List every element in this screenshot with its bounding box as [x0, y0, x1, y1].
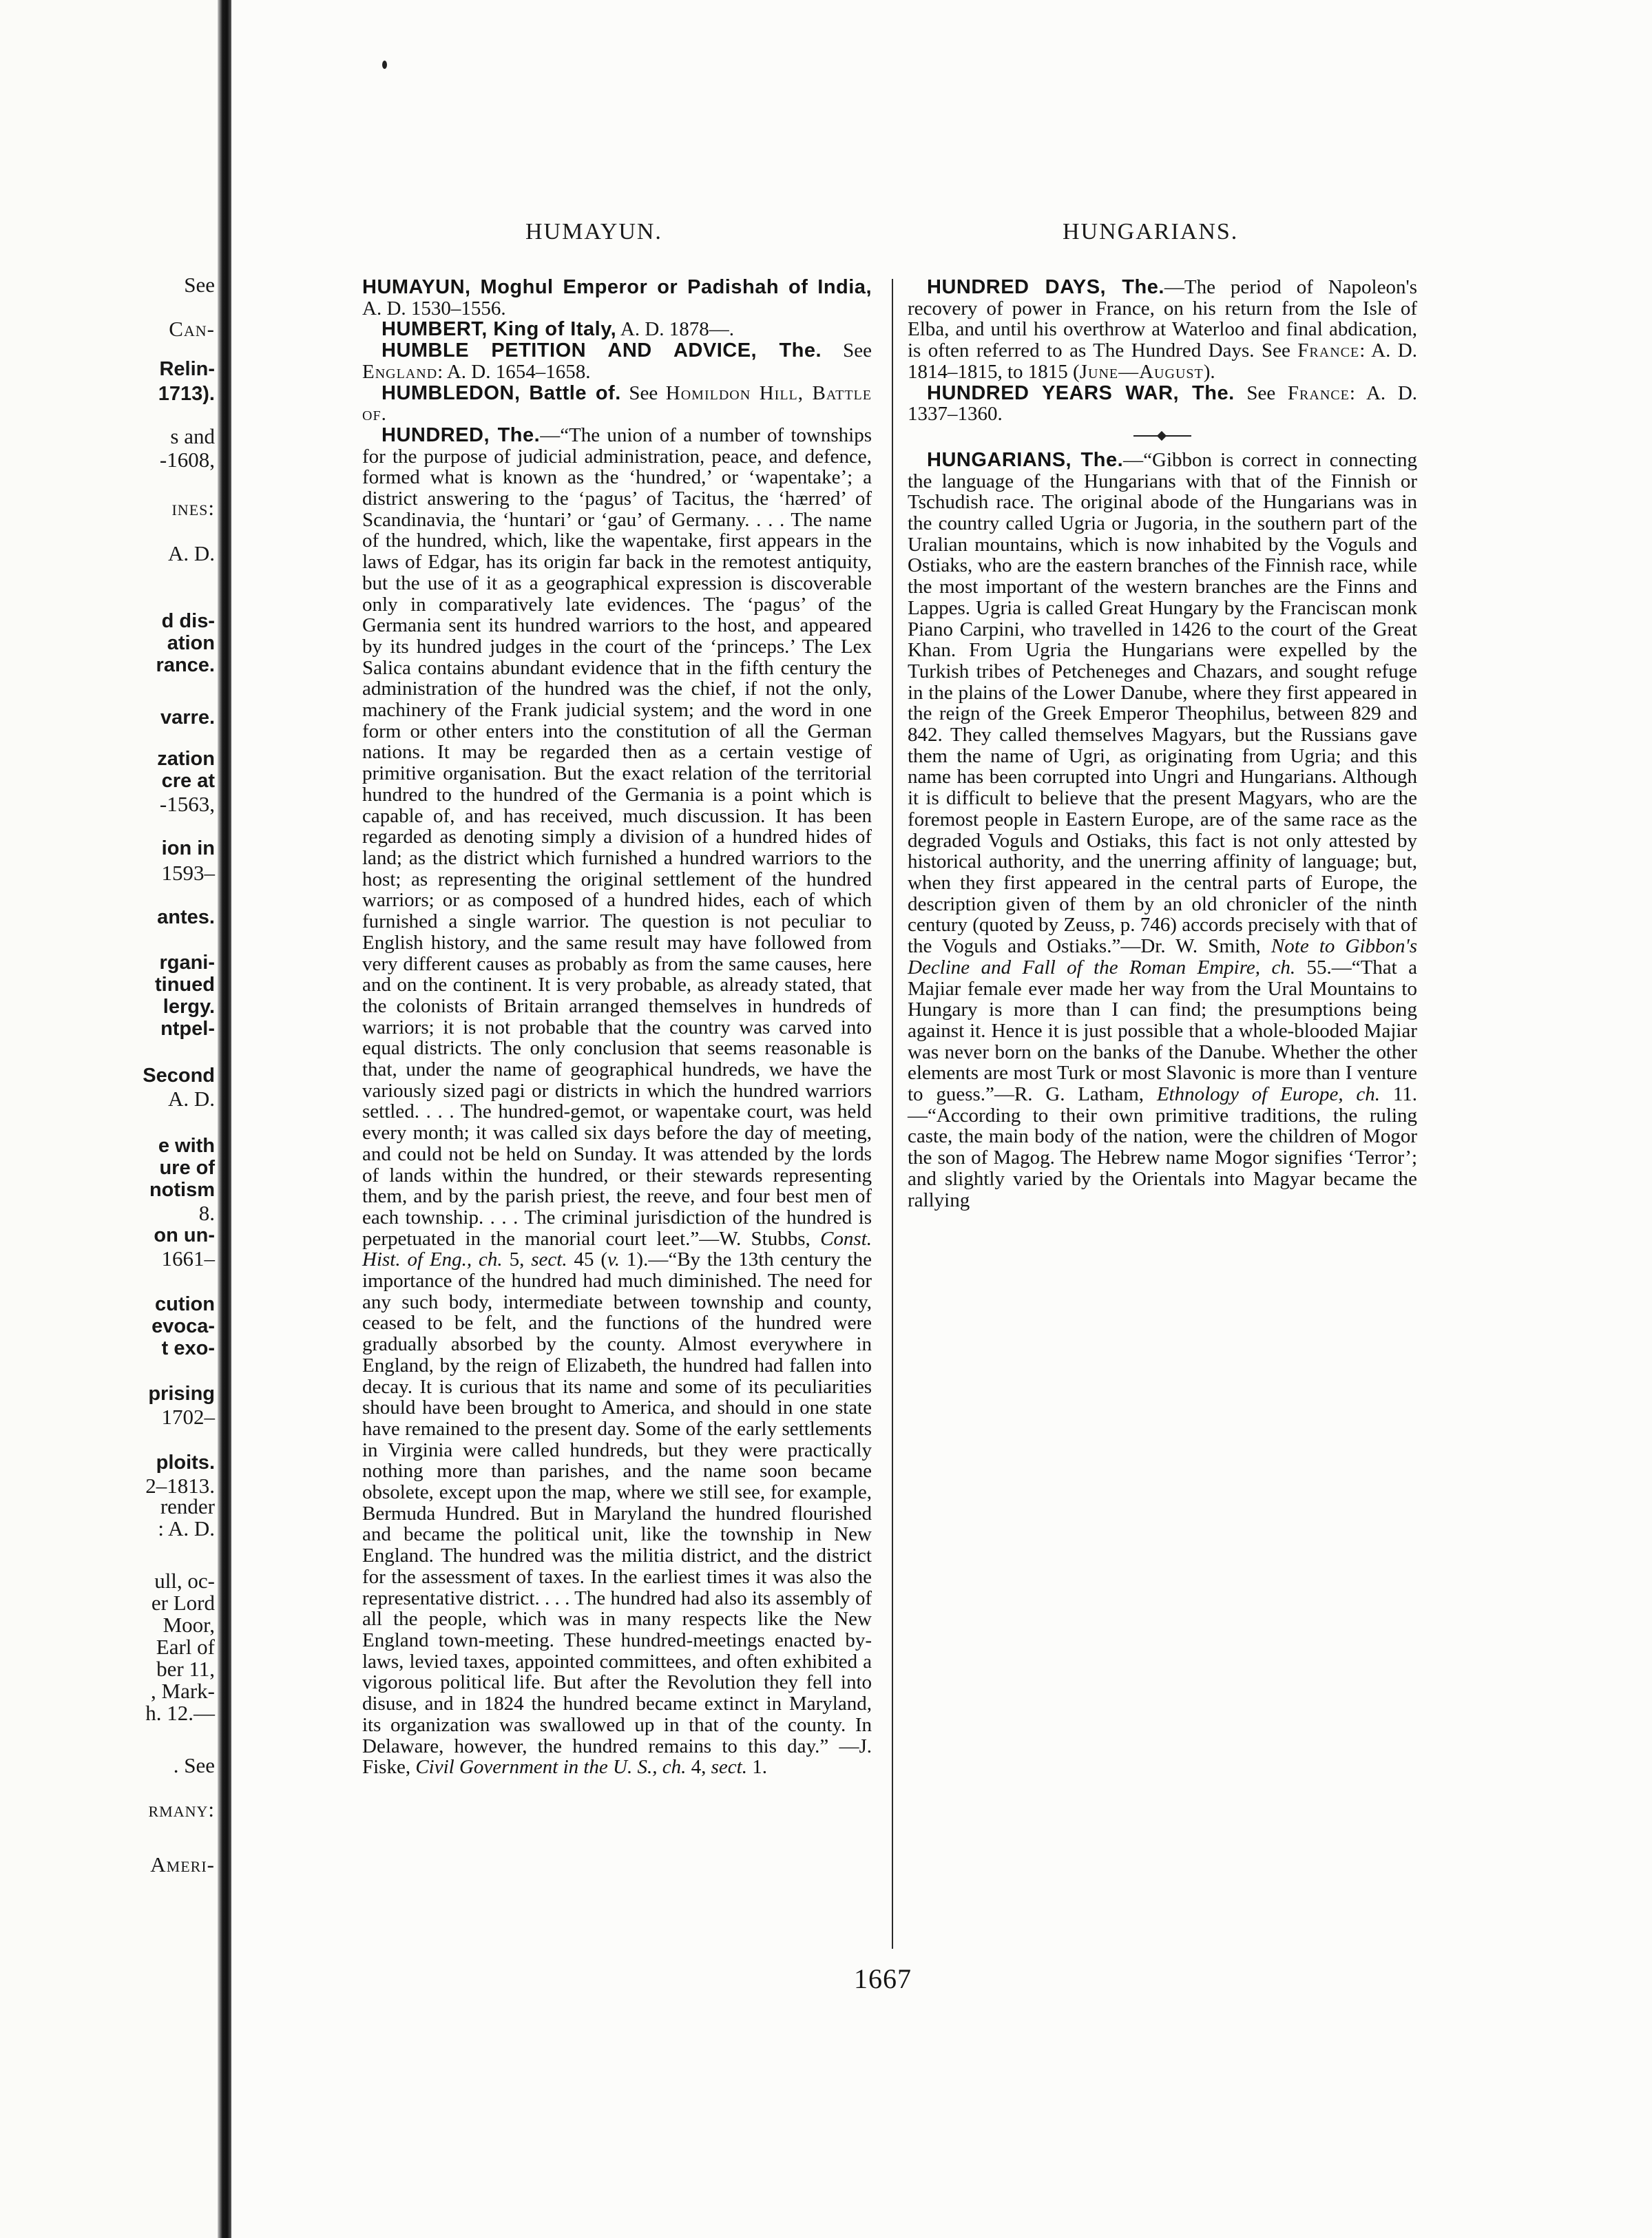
running-head-left: HUMAYUN. [525, 219, 662, 244]
margin-fragment: , Mark- [151, 1679, 215, 1703]
cross-reference: Homildon Hill, Battle of. [362, 381, 872, 426]
margin-fragment: s and [170, 424, 215, 448]
margin-fragment: rgani- [159, 952, 215, 974]
margin-fragment: er Lord [151, 1591, 215, 1615]
ornament-divider [1133, 432, 1191, 440]
entry-humble-petition: HUMBLE PETITION AND ADVICE, The. See England: A. D. 1654–1658. [362, 339, 872, 383]
entry-hundred: HUNDRED, The.—“The union of a number of townships for the purpose of judicial administration, peace, and defence, formed what is known as the ‘hundred,’ or ‘wapentake’; a district answering to the ‘pagus’ of Tacitus, the ‘hærred’ of Scandinavia, the ‘huntari’ or ‘gau’ of Germany. . . . The name of the hundred, which, like the wapentake, first appears in the laws of Edgar, has its origin far back in the remotest antiquity, but the use of it as a geographical expression is discoverable only in comparatively late evidences. The ‘pagus’ of the Germania sent its hundred warriors to the host, and appeared by its hundred judges in the court of the ‘princeps.’ The Lex Salica contains abundant evidence that in the fifth century the administration of the hundred was the chief, if not the only, machinery of the Frank judicial system; and the word in one form or other enters into the constitution of all the German nations. It may be regarded then as a certain vestige of primitive organisation. But the exact relation of the territorial hundred to the hundred of the Germania is a point which is capable of, and has received, much discussion. It has been regarded as denoting simply a division of a hundred hides of land; as the district which furnished a hundred warriors to the host; as representing the original settlement of the hundred warriors; or as composed of a hundred hides, each of which furnished a single warrior. The question is not peculiar to English history, and the same result may have followed from very different causes as probably as from the same causes, here and on the continent. It is very probable, as already stated, that the colonists of Britain arranged themselves in hundreds of warriors; it is not probable that the country was carved into equal districts. The only conclusion that seems reasonable is that, under the name of geographical hundreds, we have the variously sized pagi or districts in which the hundred warriors settled. . . . The hundred-gemot, or wapentake court, was held every month; it was called six days before the day of meeting, and could not be held on Sunday. It was attended by the lords of lands within the hundred, or their stewards representing them, and by the parish priest, the reeve, and four best men of each township. . . . The criminal jurisdiction of the hundred is perpetuated in the manorial court leet.”—W. Stubbs, Const. Hist. of Eng., ch. 5, sect. 45 (v. 1).—“By the 13th century the importance of the hundred had much diminished. The need for any such body, intermediate between township and county, ceased to be felt, and the functions of the hundred were gradually absorbed by the county. Almost everywhere in England, by the reign of Elizabeth, the hundred had fallen into decay. It is curious that its name and some of its peculiarities should have been brought to America, and should in one state have remained to the present day. Some of the early settlements in Virginia were called hundreds, but they were practically nothing more than parishes, and the name soon became obsolete, except upon the map, where we still see, for example, Bermuda Hundred. But in Maryland the hundred flourished and became the political unit, like the township in New England. The hundred was the militia district, and the district for the assessment of taxes. In the earliest times it was also the representative district. . . . The hundred had also its assembly of all the people, which was in many respects like the New England town-meeting. These hundred-meetings enacted by-laws, levied taxes, appointed committees, and often exhibited a vigorous political life. But after the Revolution they fell into disuse, and in 1824 the hundred became extinct in Maryland, its organization was swallowed up in that of the county. In Delaware, however, the hundred remains to this day.” —J. Fiske, Civil Government in the U. S., ch. 4, sect. 1. [362, 423, 872, 1779]
citation: Ethnology of Europe, ch. [1156, 1083, 1381, 1106]
headword-humayun: HUMAYUN, Moghul Emperor or Padishah of India, [362, 276, 872, 298]
running-head-right: HUNGARIANS. [1063, 219, 1239, 244]
entry-humayun [362, 277, 872, 319]
citation: Const. Hist. of Eng., ch. [362, 1227, 872, 1271]
margin-fragment: ploits. [156, 1452, 215, 1474]
margin-fragment: 1713). [158, 383, 215, 405]
margin-fragment: ntpel- [160, 1018, 215, 1040]
citation: Civil Government in the U. S., ch. [415, 1756, 687, 1779]
cross-reference: England [362, 360, 438, 383]
headword-humbledon: HUMBLEDON, Battle of. [381, 381, 621, 404]
entry-humbert-text: A. D. 1878—. [616, 318, 735, 341]
cross-reference: France [1297, 339, 1360, 362]
headword-humble-petition: HUMBLE PETITION AND ADVICE, The. [381, 339, 822, 362]
page-binding-shadow [218, 0, 231, 2238]
margin-fragment: render [160, 1494, 215, 1518]
margin-fragment: antes. [157, 906, 215, 928]
margin-fragment: Can- [169, 317, 215, 341]
headword-hundred-years-war: HUNDRED YEARS WAR, The. [927, 381, 1235, 404]
margin-fragment: e with [158, 1135, 215, 1157]
margin-fragment: Moor, [163, 1613, 215, 1637]
margin-fragment: ation [167, 632, 215, 654]
entry-humbledon: HUMBLEDON, Battle of. See Homildon Hill, Battle of. [362, 381, 872, 426]
citation: sect. [711, 1756, 747, 1779]
entry-hundred-years-war: HUNDRED YEARS WAR, The. See France: A. D. 1337–1360. [908, 381, 1418, 426]
entry-hundred-body-continued: 1).—“By the 13th century the importance of the hundred had much diminished. The need for any such body, intermediate between township and county, ceased to be felt, and the functions of the hundred were gradually absorbed by the county. Almost everywhere in England, by the reign of Elizabeth, the hundred had fallen into decay. It is curious that its name and some of its peculiarities should have been brought to America, and should in one state have remained to the present day. Some of the early settlements in Virginia were called hundreds, but they were practically nothing more than parishes, and the name soon became obsolete, except upon the map, where we still see, for example, Bermuda Hundred. But in Maryland the hundred flourished and became the political unit, like the township in New England. The hundred was the militia district, and the district for the assessment of taxes. In the earliest times it was also the representative district. . . . The hundred had also its assembly of all the people, which was in many respects like the New England town-meeting. These hundred-meetings enacted by-laws, levied taxes, appointed committees, and often exhibited a vigorous political life. But after the Revolution they fell into disuse, and in 1824 the hundred became extinct in Maryland, its organization was swallowed up in that of the county. In Delaware, however, the hundred remains to this day.” —J. Fiske, [362, 1248, 872, 1779]
margin-fragment: ber 11, [156, 1657, 215, 1681]
citation: v. [607, 1248, 620, 1271]
right-column [908, 277, 1417, 1211]
headword-hungarians: HUNGARIANS, The. [927, 448, 1124, 471]
citation: sect. [531, 1248, 567, 1271]
citation: Note to Gibbon's Decline and Fall of the Roman Empire, ch. [908, 935, 1417, 979]
cross-reference: France [1287, 381, 1350, 404]
cross-reference: June—August [1079, 360, 1204, 383]
margin-fragment: zation [157, 748, 215, 770]
column-divider [892, 279, 893, 1949]
margin-fragment: 1661– [161, 1246, 215, 1270]
entry-hundred-body: —“The union of a number of townships for the purpose of judicial administration, peace, and defence, formed what is known as the ‘hundred,’ or ‘wapentake’; a district answering to the ‘pagus’ of Tacitus, the ‘hærred’ of Scandinavia, the ‘huntari’ or ‘gau’ of Germany. . . . The name of the hundred, which, like the wapentake, first appears in the laws of Edgar, has its origin far back in the remotest antiquity, but the use of it as a geographical expression is discoverable only in comparatively late evidences. The ‘pagus’ of the Germania sent its hundred warriors to the host, and appeared by its hundred judges in the court of the ‘princeps.’ The Lex Salica contains abundant evidence that in the fifth century the administration of the hundred was the chief, if not the only, machinery of the Frank judicial system; and the word in one form or other enters into the constitution of all the German nations. It may be regarded then as a certain vestige of primitive organisation. But the exact relation of the territorial hundred to the hundred of the Germania is a point which is capable of, and has received, much discussion. It has been regarded as denoting simply a division of a hundred hides of land; as the district which furnished a hundred warriors to the host; as representing the original settlement of the hundred warriors; or as composed of a hundred hides, each of which furnished a single warrior. The question is not peculiar to English history, and the same result may have followed from very different causes as probably as from the same causes, here and on the continent. It is very probable, as already stated, that the colonists of Britain arranged themselves in hundreds of warriors; it is not probable that the country was carved into equal districts. The only conclusion that seems reasonable is that, under the name of geographical hundreds, we have the variously sized pagi or districts in which the hundred warriors settled. . . . The hundred-gemot, or wapentake court, was held every month; it was called six days before the day of meeting, and could not be held on Sunday. It was attended by the lords of lands within the hundred, or their stewards representing them, and by the parish priest, the reeve, and four best men of each township. . . . The criminal jurisdiction of the hundred is perpetuated in the manorial court leet.”—W. Stubbs, [362, 423, 872, 1250]
margin-fragment: 8. [198, 1201, 215, 1225]
margin-fragment: Earl of [156, 1635, 215, 1659]
adjacent-page-strip [0, 0, 218, 2238]
margin-fragment: ure of [159, 1157, 215, 1179]
entry-hundred-days: HUNDRED DAYS, The.—The period of Napoleon's recovery of power in France, on his return from the Isle of Elba, and until his overthrow at Waterloo and final abdication, is often referred to as The Hundred Days. See France: A. D. 1814–1815, to 1815 (June—August). [908, 276, 1417, 383]
margin-fragment: See [184, 273, 215, 297]
margin-fragment: : A. D. [158, 1516, 215, 1540]
margin-fragment: Ameri- [150, 1852, 215, 1876]
headword-humbert: HUMBERT, King of Italy, [381, 318, 617, 341]
margin-fragment: varre. [160, 707, 215, 729]
margin-fragment: t exo- [161, 1337, 215, 1359]
margin-fragment: notism [149, 1179, 215, 1201]
margin-fragment: ines: [171, 496, 215, 520]
margin-fragment: A. D. [167, 541, 215, 565]
margin-fragment: prising [148, 1383, 215, 1405]
margin-fragment: ull, oc- [154, 1569, 215, 1593]
entry-hungarians: HUNGARIANS, The.—“Gibbon is correct in connecting the language of the Hungarians with that of the Finnish or Tschudish race. The original abode of the Hungarians was in the country called Ugria or Jugoria, in the southern part of the Uralian mountains, which is now inhabited by the Voguls and Ostiaks, who are the eastern branches of the Finnish race, while the most important of the western branches are the Finns and Lappes. Ugria is called Great Hungary by the Franciscan monk Piano Carpini, who travelled in 1426 to the court of the Great Khan. From Ugria the Hungarians were expelled by the Turkish tribes of Petcheneges and Chazars, and sought refuge in the plains of the Lower Danube, where they first appeared in the reign of the Greek Emperor Theophilus, between 829 and 842. They called themselves Magyars, but the Russians gave them the name of Ugri, as originating from Ugria; and this name has been corrupted into Ungri and Hungarians. Although it is difficult to believe that the present Magyars, who are the foremost people in Eastern Europe, are of the same race as the degraded Voguls and Ostiaks, this fact is not only attested by historical authority, and the unerring affinity of language; but, when they first appeared in the central parts of Europe, the description given of them by an old chronicler of the ninth century (quoted by Zeuss, p. 746) accords precisely with that of the Voguls and Ostiaks.”—Dr. W. Smith, Note to Gibbon's Decline and Fall of the Roman Empire, ch. 55.—“That a Majiar female ever made her way from the Ural Mountains to Hungary is more than I can find; the presumptions being against it. Hence it is just possible that a whole-blooded Majiar was never born on the banks of the Danube. Whether the other elements are most Turk or most Slavonic is more than I venture to guess.”—R. G. Latham, Ethnology of Europe, ch. 11.—“According to their own primitive traditions, the ruling caste, the main body of the nation, were the children of Mogor the son of Magog. The Hebrew name Mogor signifies ‘Terror’; and slightly varied by the Orientals into Magyar became the rallying [908, 448, 1418, 1211]
margin-fragment: 1593– [161, 861, 215, 885]
margin-fragment: cution [155, 1293, 215, 1315]
margin-fragment: 1702– [161, 1405, 215, 1429]
margin-fragment: -1563, [159, 792, 215, 816]
margin-fragment: d dis- [161, 610, 215, 632]
margin-fragment: on un- [154, 1224, 215, 1246]
entry-hungarians-body: —“Gibbon is correct in connecting the language of the Hungarians with that of the Finnish or Tschudish race. The original abode of the Hungarians was in the country called Ugria or Jugoria, in the southern part of the Uralian mountains, which is now inhabited by the Voguls and Ostiaks, who are the eastern branches of the Finnish race, while the most important of the western branches are the Finns and Lappes. Ugria is called Great Hungary by the Franciscan monk Piano Carpini, who travelled in 1426 to the court of the Great Khan. From Ugria the Hungarians were expelled by the Turkish tribes of Petcheneges and Chazars, and sought refuge in the plains of the Lower Danube, where they first appeared in the reign of the Greek Emperor Theophilus, between 829 and 842. They called themselves Magyars, but the Russians gave them the name of Ugri, as originating from Ugria; and this name has been corrupted into Ungri and Hungarians. Although it is difficult to believe that the present Magyars, who are the foremost people in Eastern Europe, are of the same race as the degraded Voguls and Ostiaks, this fact is not only attested by historical authority, and the unerring affinity of language; but, when they first appeared in the central parts of Europe, the description given of them by an old chronicler of the ninth century (quoted by Zeuss, p. 746) accords precisely with that of the Voguls and Ostiaks.”—Dr. W. Smith, [908, 448, 1417, 958]
margin-fragment: lergy. [163, 996, 215, 1018]
margin-fragment: rmany: [148, 1797, 215, 1821]
ink-speck [382, 61, 387, 69]
margin-fragment: cre at [161, 770, 215, 792]
margin-fragment: h. 12.— [145, 1701, 215, 1725]
margin-fragment: tinued [155, 974, 215, 996]
margin-fragment: Second [143, 1065, 215, 1087]
headword-hundred: HUNDRED, The. [381, 423, 541, 446]
margin-fragment: -1608, [159, 448, 215, 472]
left-column [362, 277, 872, 1778]
margin-fragment: A. D. [167, 1087, 215, 1111]
margin-fragment: rance. [156, 654, 215, 676]
margin-fragment: Relin- [159, 358, 215, 380]
entry-humbert [362, 319, 872, 340]
margin-fragment: 2–1813. [145, 1474, 215, 1498]
page-number: 1667 [854, 1963, 912, 1994]
margin-fragment: ion in [161, 837, 215, 859]
headword-hundred-days: HUNDRED DAYS, The. [927, 276, 1164, 298]
margin-fragment: . See [173, 1753, 215, 1777]
entry-humayun-text: A. D. 1530–1556. [362, 297, 506, 320]
margin-fragment: evoca- [151, 1315, 215, 1337]
